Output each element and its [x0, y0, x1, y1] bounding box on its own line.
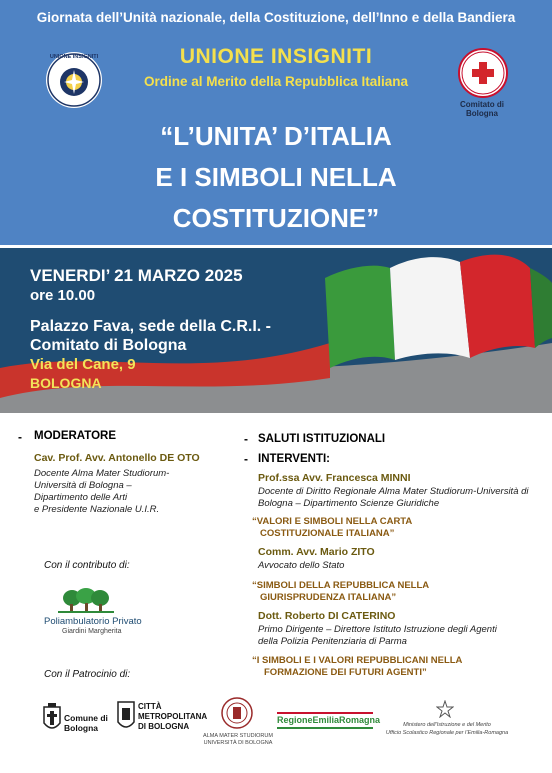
- unibo-seal-icon: [220, 696, 254, 730]
- topic-3-line-2: FORMAZIONE DEI FUTURI AGENTI”: [264, 667, 427, 678]
- title-line-3: COSTITUZIONE”: [172, 203, 380, 233]
- topic-1-line-2: COSTITUZIONALE ITALIANA”: [260, 528, 395, 539]
- republic-emblem-icon: [436, 700, 454, 718]
- title-line-1: “L’UNITA’ D’ITALIA: [160, 121, 392, 151]
- citta-line-2: METROPOLITANA: [138, 712, 208, 721]
- speaker-3-name: Dott. Roberto DI CATERINO: [258, 610, 396, 622]
- unibo-line-1: ALMA MATER STUDIORUM: [203, 733, 273, 739]
- sponsor-name: Poliambulatorio Privato: [44, 616, 142, 627]
- speaker-2-name: Comm. Avv. Mario ZITO: [258, 546, 375, 558]
- topic-2: [252, 580, 542, 604]
- topic-2-line-1: “SIMBOLI DELLA REPUBBLICA NELLA: [252, 580, 430, 591]
- speaker-3-role: [258, 624, 548, 648]
- moderator-role: [34, 468, 234, 516]
- header-panel: [0, 0, 552, 245]
- regione-text: RegioneEmiliaRomagna: [277, 715, 381, 725]
- moderator-role-line-4: e Presidente Nazionale U.I.R.: [34, 504, 160, 515]
- place-line-2: Comitato di Bologna: [30, 337, 187, 354]
- main-title: [0, 116, 552, 239]
- interventi-heading: INTERVENTI:: [258, 453, 330, 465]
- unibo-line-2: UNIVERSITÀ DI BOLOGNA: [203, 740, 273, 746]
- bullet-dash: -: [18, 430, 22, 444]
- topic-3-line-1: “I SIMBOLI E I VALORI REPUBBLICANI NELLA: [252, 655, 463, 666]
- event-date: VENERDI’ 21 MARZO 2025: [30, 266, 243, 285]
- ministero-emblem: [436, 700, 454, 723]
- red-cross-logo: [458, 48, 508, 98]
- event-city: BOLOGNA: [30, 375, 102, 391]
- patronage-label: Con il Patrocinio di:: [44, 669, 131, 680]
- speaker-1-role: [258, 486, 548, 510]
- speaker-3-role-line-2: della Polizia Penitenziaria di Parma: [258, 636, 407, 647]
- ministero-line-1: Ministero dell’Istruzione e del Merito: [403, 722, 491, 728]
- speaker-3-role-line-1: Primo Dirigente – Direttore Istituto Istruzione degli Agenti: [258, 624, 497, 635]
- org-subtitle: Ordine al Merito della Repubblica Italiana: [143, 74, 409, 89]
- topic-1-line-1: “VALORI E SIMBOLI NELLA CARTA: [252, 516, 413, 527]
- unibo-seal: [220, 696, 254, 735]
- event-banner: [0, 248, 552, 413]
- event-time: ore 10.00: [30, 287, 96, 304]
- moderator-heading: MODERATORE: [34, 430, 116, 442]
- citta-metropolitana-logo: [116, 700, 136, 739]
- speaker-1-role-line-2: Bologna – Dipartimento Scienze Giuridiche: [258, 498, 440, 509]
- speaker-1-role-line-1: Docente di Diritto Regionale Alma Mater Studiorum-Università di: [258, 486, 529, 497]
- event-day-line: Giornata dell’Unità nazionale, della Costituzione, dell’Inno e della Bandiera: [36, 10, 516, 25]
- unibo-text: [196, 733, 280, 747]
- poliambulatorio-logo: [58, 588, 114, 619]
- citta-line-3: DI BOLOGNA: [138, 722, 190, 731]
- contribution-label: Con il contributo di:: [44, 560, 130, 571]
- red-cross-icon: [460, 50, 506, 96]
- topic-3: [252, 655, 542, 679]
- saluti-heading: SALUTI ISTITUZIONALI: [258, 433, 386, 445]
- tree-icon: [58, 588, 114, 614]
- citta-crest-icon: [116, 700, 136, 734]
- moderator-role-line-2: Università di Bologna –: [34, 480, 132, 491]
- moderator-role-line-3: Dipartimento delle Arti: [34, 492, 128, 503]
- event-place: [30, 317, 300, 355]
- regione-logo: [277, 712, 381, 729]
- speaker-2-role: Avvocato dello Stato: [258, 560, 345, 571]
- bullet-dash: -: [244, 452, 248, 466]
- logo-left-text: UNIONE INSIGNITI: [49, 54, 99, 60]
- comune-bologna-logo: [42, 703, 62, 740]
- bullet-dash: -: [244, 432, 248, 446]
- moderator-role-line-1: Docente Alma Mater Studiorum-: [34, 468, 170, 479]
- moderator-name: Cav. Prof. Avv. Antonello DE OTO: [34, 452, 200, 464]
- speaker-1-name: Prof.ssa Avv. Francesca MINNI: [258, 472, 411, 484]
- org-title: UNIONE INSIGNITI: [179, 45, 373, 68]
- topic-1: [252, 516, 542, 540]
- ministero-text: [384, 721, 510, 737]
- event-street: Via del Cane, 9: [30, 356, 136, 373]
- citta-line-1: CITTÀ: [138, 702, 162, 711]
- citta-text: [138, 702, 207, 732]
- title-line-2: E I SIMBOLI NELLA: [155, 162, 397, 192]
- comune-crest-icon: [42, 703, 62, 735]
- comune-text: Comune di Bologna: [64, 713, 108, 733]
- topic-2-line-2: GIURISPRUDENZA ITALIANA”: [260, 592, 397, 603]
- sponsor-sub: Giardini Margherita: [62, 628, 122, 635]
- place-line-1: Palazzo Fava, sede della C.R.I. -: [30, 318, 271, 335]
- ministero-line-2: Ufficio Scolastico Regionale per l’Emilia-Romagna: [385, 730, 509, 736]
- cri-caption: Comitato di Bologna: [460, 100, 504, 118]
